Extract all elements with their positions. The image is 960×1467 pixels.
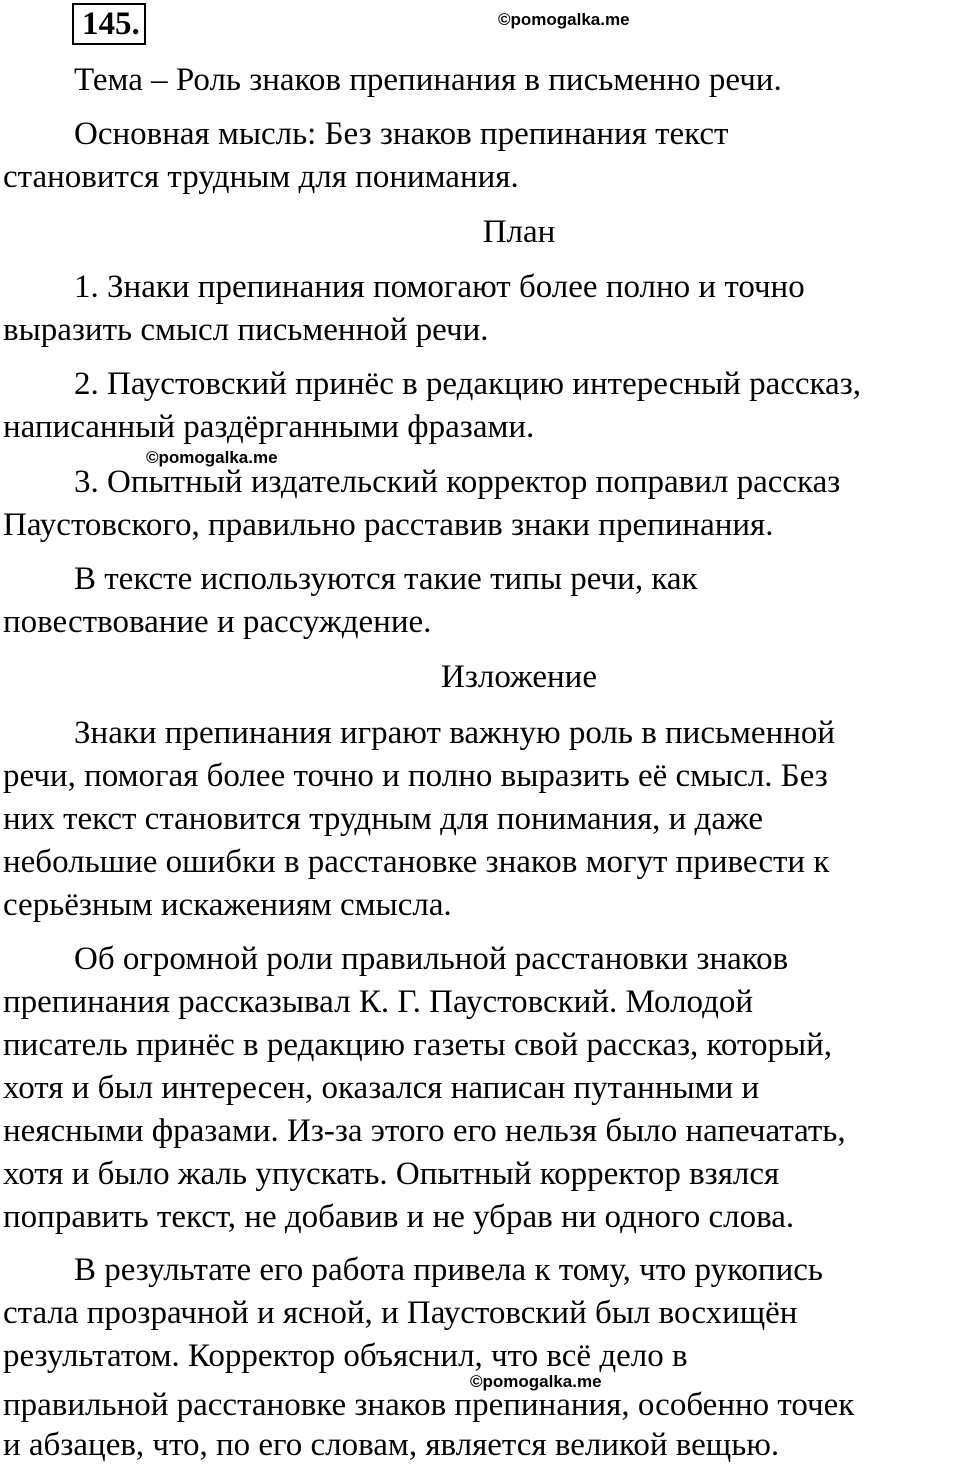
plan-item-line: написанный раздёрганными фразами. (3, 409, 535, 445)
exposition-line: них текст становится трудным для понимания, и даже (3, 801, 763, 837)
exposition-line: поправить текст, не добавив и не убрав ни одного слова. (3, 1199, 795, 1235)
exposition-line: хотя и было жаль упускать. Опытный корректор взялся (3, 1156, 780, 1192)
plan-item-line: выразить смысл письменной речи. (3, 312, 489, 348)
speech-types-line: В тексте используются такие типы речи, как (74, 561, 698, 597)
exposition-line: и абзацев, что, по его словам, является великой вещью. (3, 1427, 780, 1463)
main-idea-line: становится трудным для понимания. (3, 159, 519, 195)
exercise-number-box: 145. (72, 3, 146, 45)
exposition-line: результатом. Корректор объяснил, что всё дело в (3, 1338, 688, 1374)
plan-heading: План (482, 214, 556, 250)
exposition-line: серьёзным искажениям смысла. (3, 887, 452, 923)
exposition-line: неясными фразами. Из-за этого его нельзя было напечатать, (3, 1113, 846, 1149)
exposition-line: Об огромной роли правильной расстановки знаков (74, 941, 789, 977)
exposition-line: правильной расстановке знаков препинания, особенно точек (3, 1387, 855, 1423)
watermark: ©pomogalka.me (146, 448, 278, 467)
plan-item-line: 1. Знаки препинания помогают более полно и точно (74, 269, 805, 305)
plan-item-line: Паустовского, правильно расставив знаки препинания. (3, 507, 774, 543)
exposition-line: препинания рассказывал К. Г. Паустовский. Молодой (3, 984, 754, 1020)
watermark: ©pomogalka.me (498, 10, 630, 29)
exposition-line: писатель принёс в редакцию газеты свой рассказ, который, (3, 1027, 833, 1063)
plan-item-line: 3. Опытный издательский корректор поправил рассказ (74, 464, 841, 500)
watermark: ©pomogalka.me (470, 1372, 602, 1391)
exposition-line: хотя и был интересен, оказался написан путанными и (3, 1070, 760, 1106)
exposition-line: стала прозрачной и ясной, и Паустовский был восхищён (3, 1295, 798, 1331)
exercise-number: 145 (82, 6, 132, 42)
main-idea-line: Основная мысль: Без знаков препинания текст (74, 116, 729, 152)
exposition-line: небольшие ошибки в расстановке знаков могут привести к (3, 844, 830, 880)
exposition-line: В результате его работа привела к тому, что рукопись (74, 1252, 823, 1288)
exposition-heading: Изложение (441, 659, 597, 695)
theme-line: Тема – Роль знаков препинания в письменно речи. (74, 62, 782, 98)
exposition-line: речи, помогая более точно и полно выразить её смысл. Без (3, 758, 828, 794)
exposition-line: Знаки препинания играют важную роль в письменной (74, 715, 836, 751)
plan-item-line: 2. Паустовский принёс в редакцию интересный рассказ, (74, 366, 861, 402)
speech-types-line: повествование и рассуждение. (3, 604, 432, 640)
